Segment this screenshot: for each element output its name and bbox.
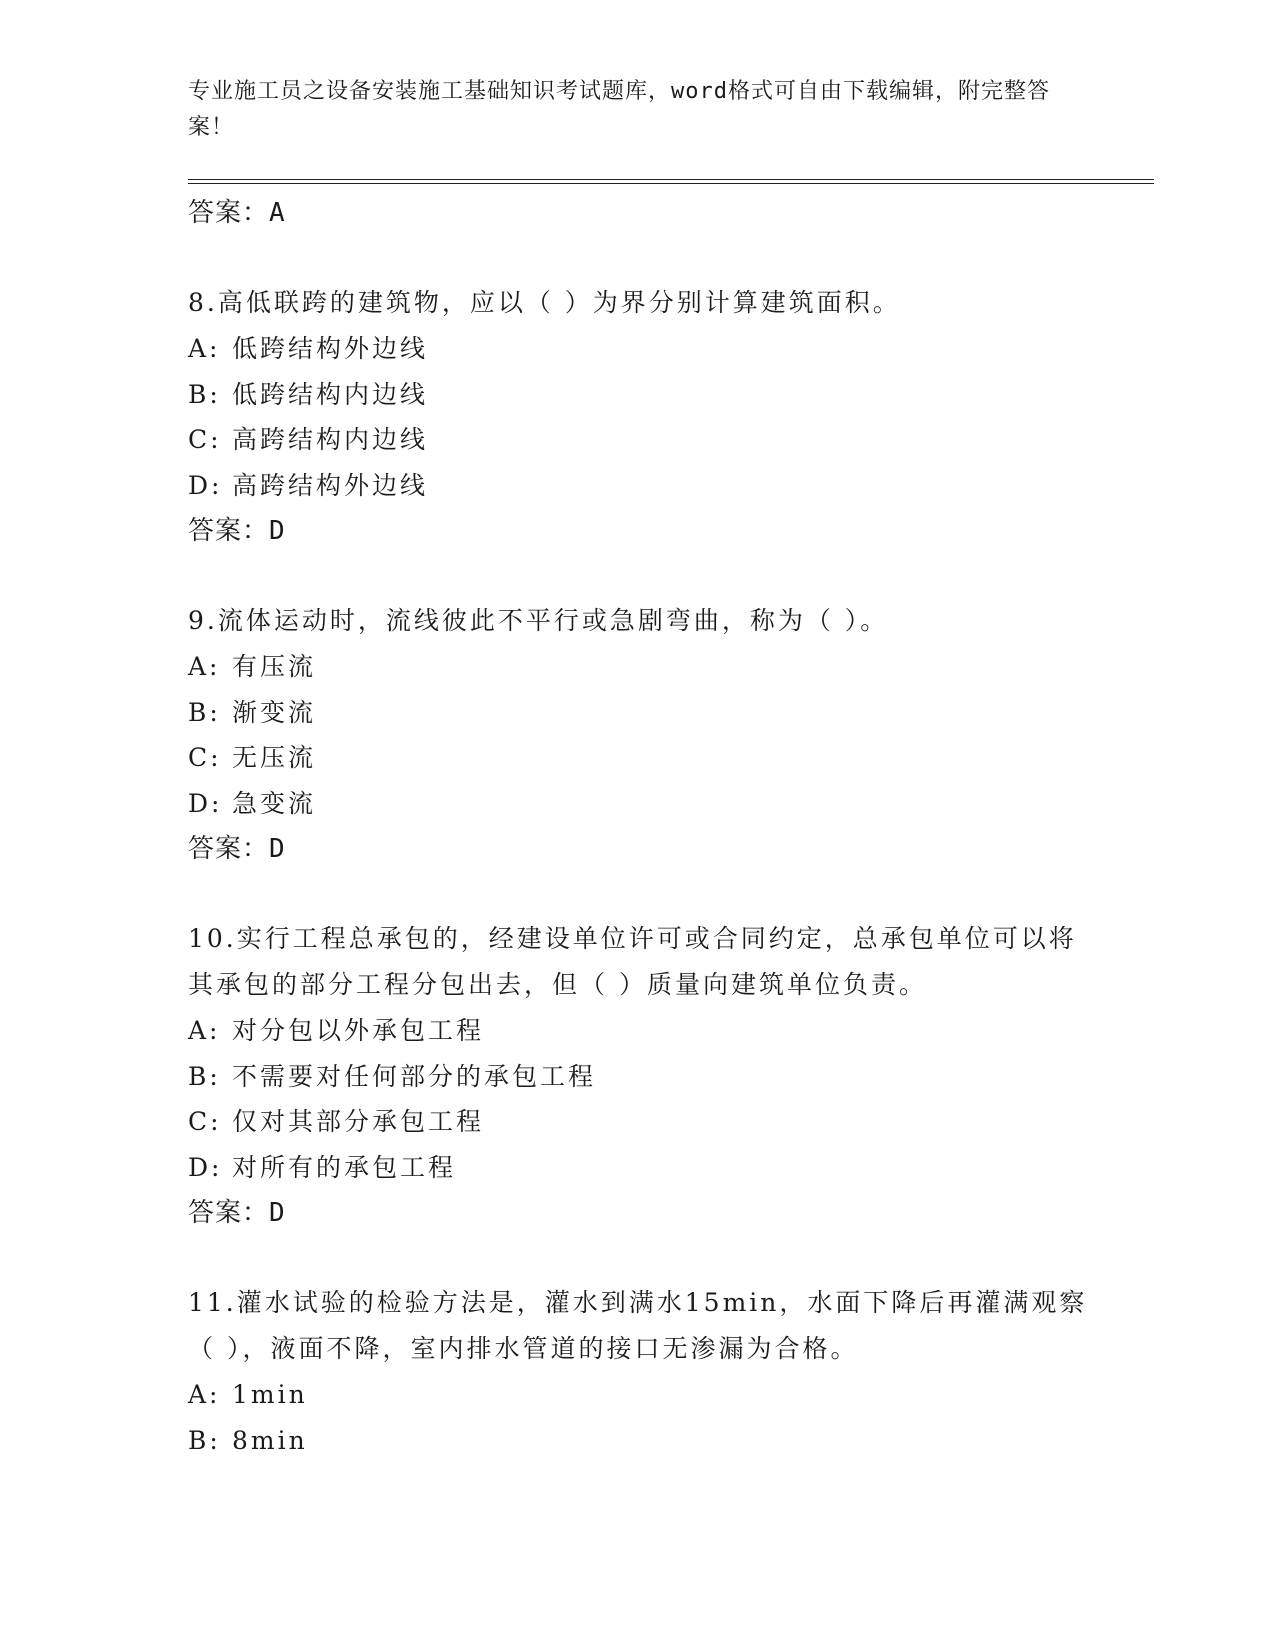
option-key: D:	[188, 470, 223, 500]
question-stem: 9.流体运动时，流线彼此不平行或急剧弯曲，称为（ ）。	[188, 606, 889, 635]
option-text: 仅对其部分承包工程	[232, 1107, 485, 1136]
option-text: 1min	[232, 1380, 308, 1409]
answer-line: 答案：D	[188, 1198, 286, 1228]
option-text: 对分包以外承包工程	[232, 1016, 485, 1045]
option-a	[188, 1008, 1088, 1054]
option-text: 8min	[232, 1425, 308, 1455]
option-c	[188, 417, 1088, 463]
option-text: 对所有的承包工程	[232, 1152, 457, 1182]
question-item	[188, 916, 1088, 1236]
option-text: 低跨结构外边线	[232, 334, 429, 363]
option-d	[188, 1145, 1088, 1191]
option-b	[188, 1054, 1088, 1100]
question-item	[188, 280, 1088, 554]
option-text: 高跨结构内边线	[232, 425, 429, 454]
option-key: A:	[188, 1016, 221, 1045]
header-divider-bottom	[188, 183, 1154, 184]
option-b	[188, 1418, 1088, 1464]
document-header: 专业施工员之设备安装施工基础知识考试题库，word格式可自由下载编辑，附完整答案！	[188, 79, 1050, 140]
option-key: B:	[188, 1061, 221, 1091]
option-key: D:	[188, 788, 223, 818]
question-stem: 11.灌水试验的检验方法是，灌水到满水15min，水面下降后再灌满观察（ ），液面不降，室内排水管道的接口无渗漏为合格。	[188, 1288, 1088, 1363]
option-c	[188, 735, 1088, 781]
option-text: 无压流	[232, 743, 317, 772]
question-item	[188, 1280, 1088, 1463]
option-text: 急变流	[232, 788, 317, 818]
answer-line: 答案：A	[188, 198, 286, 228]
option-a	[188, 644, 1088, 690]
question-list	[188, 190, 1088, 1463]
option-c	[188, 1099, 1088, 1145]
option-key: A:	[188, 652, 221, 681]
option-key: D:	[188, 1152, 223, 1182]
option-key: A:	[188, 1380, 221, 1409]
option-d	[188, 463, 1088, 509]
answer-line: 答案：D	[188, 834, 286, 864]
option-text: 高跨结构外边线	[232, 470, 429, 500]
option-key: C:	[188, 743, 222, 772]
option-b	[188, 690, 1088, 736]
question-stem: 8.高低联跨的建筑物，应以（ ）为界分别计算建筑面积。	[188, 288, 901, 317]
option-key: B:	[188, 379, 221, 409]
option-text: 不需要对任何部分的承包工程	[232, 1061, 597, 1091]
option-key: B:	[188, 1425, 221, 1455]
option-text: 低跨结构内边线	[232, 379, 429, 409]
option-key: B:	[188, 697, 221, 727]
option-a	[188, 326, 1088, 372]
option-b	[188, 372, 1088, 418]
option-key: C:	[188, 1107, 222, 1136]
header-divider-top	[188, 179, 1154, 180]
option-key: A:	[188, 334, 221, 363]
option-d	[188, 781, 1088, 827]
option-key: C:	[188, 425, 222, 454]
question-stem: 10.实行工程总承包的，经建设单位许可或合同约定，总承包单位可以将其承包的部分工程分包出去，但（ ）质量向建筑单位负责。	[188, 924, 1077, 999]
question-item	[188, 598, 1088, 872]
option-text: 渐变流	[232, 697, 317, 727]
answer-line: 答案：D	[188, 516, 286, 546]
option-a	[188, 1372, 1088, 1418]
option-text: 有压流	[232, 652, 317, 681]
